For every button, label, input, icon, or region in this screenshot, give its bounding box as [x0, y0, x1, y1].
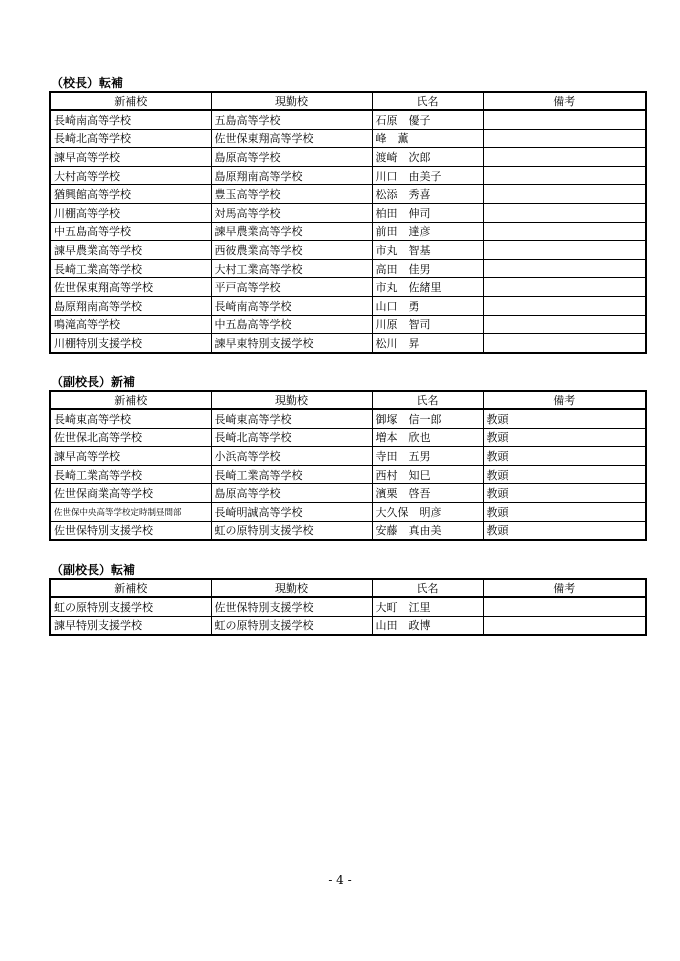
remarks-cell	[483, 241, 646, 260]
table-row	[50, 315, 646, 334]
remarks-cell: 教頭	[483, 409, 646, 428]
section-3	[49, 562, 646, 636]
table-row	[50, 296, 646, 315]
section-title: （副校長）転補	[51, 563, 136, 577]
table-row	[50, 428, 646, 447]
table-row	[50, 447, 646, 466]
remarks-cell: 教頭	[483, 465, 646, 484]
section-2	[49, 374, 646, 541]
column-header: 氏名	[372, 391, 483, 409]
person-name-cell: 高田 佳男	[372, 259, 483, 278]
remarks-cell	[483, 597, 646, 616]
column-header: 新補校	[50, 579, 211, 597]
remarks-cell: 教頭	[483, 484, 646, 503]
remarks-cell	[483, 148, 646, 167]
table-row	[50, 110, 646, 129]
remarks-cell	[483, 296, 646, 315]
current-school-cell: 豊玉高等学校	[211, 185, 372, 204]
table-row	[50, 616, 646, 635]
table-row	[50, 148, 646, 167]
personnel-table	[49, 91, 647, 354]
remarks-cell: 教頭	[483, 521, 646, 540]
table-header-row	[50, 391, 646, 409]
person-name-cell: 石原 優子	[372, 110, 483, 129]
table-row	[50, 597, 646, 616]
table-row	[50, 278, 646, 297]
table-header-row	[50, 92, 646, 110]
new-school-cell: 佐世保特別支援学校	[50, 521, 211, 540]
current-school-cell: 佐世保東翔高等学校	[211, 129, 372, 148]
current-school-cell: 長崎東高等学校	[211, 409, 372, 428]
current-school-cell: 中五島高等学校	[211, 315, 372, 334]
person-name-cell: 山口 勇	[372, 296, 483, 315]
person-name-cell: 峰 薫	[372, 129, 483, 148]
current-school-cell: 虹の原特別支援学校	[211, 616, 372, 635]
new-school-cell: 長崎北高等学校	[50, 129, 211, 148]
table-row	[50, 222, 646, 241]
new-school-cell: 佐世保商業高等学校	[50, 484, 211, 503]
table-row	[50, 185, 646, 204]
person-name-cell: 松川 昇	[372, 334, 483, 353]
person-name-cell: 増本 欣也	[372, 428, 483, 447]
remarks-cell	[483, 334, 646, 353]
person-name-cell: 松添 秀喜	[372, 185, 483, 204]
current-school-cell: 長崎明誠高等学校	[211, 502, 372, 521]
table-row	[50, 203, 646, 222]
table-row	[50, 334, 646, 353]
person-name-cell: 市丸 佐緒里	[372, 278, 483, 297]
current-school-cell: 平戸高等学校	[211, 278, 372, 297]
remarks-cell	[483, 203, 646, 222]
table-header-row	[50, 579, 646, 597]
new-school-cell: 川棚高等学校	[50, 203, 211, 222]
remarks-cell	[483, 278, 646, 297]
remarks-cell	[483, 185, 646, 204]
column-header: 氏名	[372, 92, 483, 110]
table-row	[50, 409, 646, 428]
person-name-cell: 大町 江里	[372, 597, 483, 616]
table-row	[50, 129, 646, 148]
remarks-cell: 教頭	[483, 447, 646, 466]
current-school-cell: 虹の原特別支援学校	[211, 521, 372, 540]
remarks-cell	[483, 222, 646, 241]
current-school-cell: 島原翔南高等学校	[211, 166, 372, 185]
new-school-cell: 中五島高等学校	[50, 222, 211, 241]
remarks-cell: 教頭	[483, 428, 646, 447]
remarks-cell	[483, 259, 646, 278]
column-header: 備考	[483, 391, 646, 409]
new-school-cell: 諫早高等学校	[50, 447, 211, 466]
remarks-cell	[483, 129, 646, 148]
new-school-cell: 長崎南高等学校	[50, 110, 211, 129]
column-header: 現勤校	[211, 391, 372, 409]
person-name-cell: 柏田 伸司	[372, 203, 483, 222]
new-school-cell: 猶興館高等学校	[50, 185, 211, 204]
remarks-cell: 教頭	[483, 502, 646, 521]
table-row	[50, 166, 646, 185]
new-school-cell: 鳴滝高等学校	[50, 315, 211, 334]
new-school-cell: 諫早農業高等学校	[50, 241, 211, 260]
new-school-cell: 長崎工業高等学校	[50, 465, 211, 484]
current-school-cell: 長崎工業高等学校	[211, 465, 372, 484]
table-row	[50, 521, 646, 540]
new-school-cell: 虹の原特別支援学校	[50, 597, 211, 616]
section-1	[49, 75, 646, 354]
person-name-cell: 前田 達彦	[372, 222, 483, 241]
current-school-cell: 諫早東特別支援学校	[211, 334, 372, 353]
current-school-cell: 佐世保特別支援学校	[211, 597, 372, 616]
remarks-cell	[483, 315, 646, 334]
table-row	[50, 241, 646, 260]
column-header: 新補校	[50, 92, 211, 110]
remarks-cell	[483, 166, 646, 185]
remarks-cell	[483, 110, 646, 129]
new-school-cell: 長崎工業高等学校	[50, 259, 211, 278]
table-row	[50, 502, 646, 521]
current-school-cell: 島原高等学校	[211, 148, 372, 167]
current-school-cell: 長崎北高等学校	[211, 428, 372, 447]
new-school-cell: 大村高等学校	[50, 166, 211, 185]
person-name-cell: 大久保 明彦	[372, 502, 483, 521]
current-school-cell: 長崎南高等学校	[211, 296, 372, 315]
person-name-cell: 山田 政博	[372, 616, 483, 635]
person-name-cell: 寺田 五男	[372, 447, 483, 466]
column-header: 氏名	[372, 579, 483, 597]
column-header: 現勤校	[211, 579, 372, 597]
column-header: 備考	[483, 579, 646, 597]
current-school-cell: 大村工業高等学校	[211, 259, 372, 278]
table-row	[50, 465, 646, 484]
column-header: 備考	[483, 92, 646, 110]
new-school-cell: 島原翔南高等学校	[50, 296, 211, 315]
table-row	[50, 259, 646, 278]
personnel-table	[49, 578, 647, 636]
table-row	[50, 484, 646, 503]
person-name-cell: 西村 知巳	[372, 465, 483, 484]
section-title: （校長）転補	[51, 76, 124, 90]
new-school-cell: 諫早特別支援学校	[50, 616, 211, 635]
new-school-cell: 佐世保北高等学校	[50, 428, 211, 447]
new-school-cell: 佐世保東翔高等学校	[50, 278, 211, 297]
person-name-cell: 濱栗 啓吾	[372, 484, 483, 503]
person-name-cell: 川口 由美子	[372, 166, 483, 185]
column-header: 新補校	[50, 391, 211, 409]
current-school-cell: 島原高等学校	[211, 484, 372, 503]
section-title: （副校長）新補	[51, 375, 136, 389]
new-school-cell: 諫早高等学校	[50, 148, 211, 167]
page-number: - 4 -	[328, 873, 352, 887]
personnel-table	[49, 390, 647, 541]
person-name-cell: 川原 智司	[372, 315, 483, 334]
person-name-cell: 安藤 真由美	[372, 521, 483, 540]
current-school-cell: 対馬高等学校	[211, 203, 372, 222]
current-school-cell: 諫早農業高等学校	[211, 222, 372, 241]
column-header: 現勤校	[211, 92, 372, 110]
new-school-cell: 長崎東高等学校	[50, 409, 211, 428]
person-name-cell: 御塚 信一郎	[372, 409, 483, 428]
current-school-cell: 五島高等学校	[211, 110, 372, 129]
person-name-cell: 渡崎 次郎	[372, 148, 483, 167]
new-school-cell: 川棚特別支援学校	[50, 334, 211, 353]
new-school-cell: 佐世保中央高等学校定時制昼間部	[50, 502, 211, 521]
current-school-cell: 西彼農業高等学校	[211, 241, 372, 260]
person-name-cell: 市丸 智基	[372, 241, 483, 260]
remarks-cell	[483, 616, 646, 635]
current-school-cell: 小浜高等学校	[211, 447, 372, 466]
